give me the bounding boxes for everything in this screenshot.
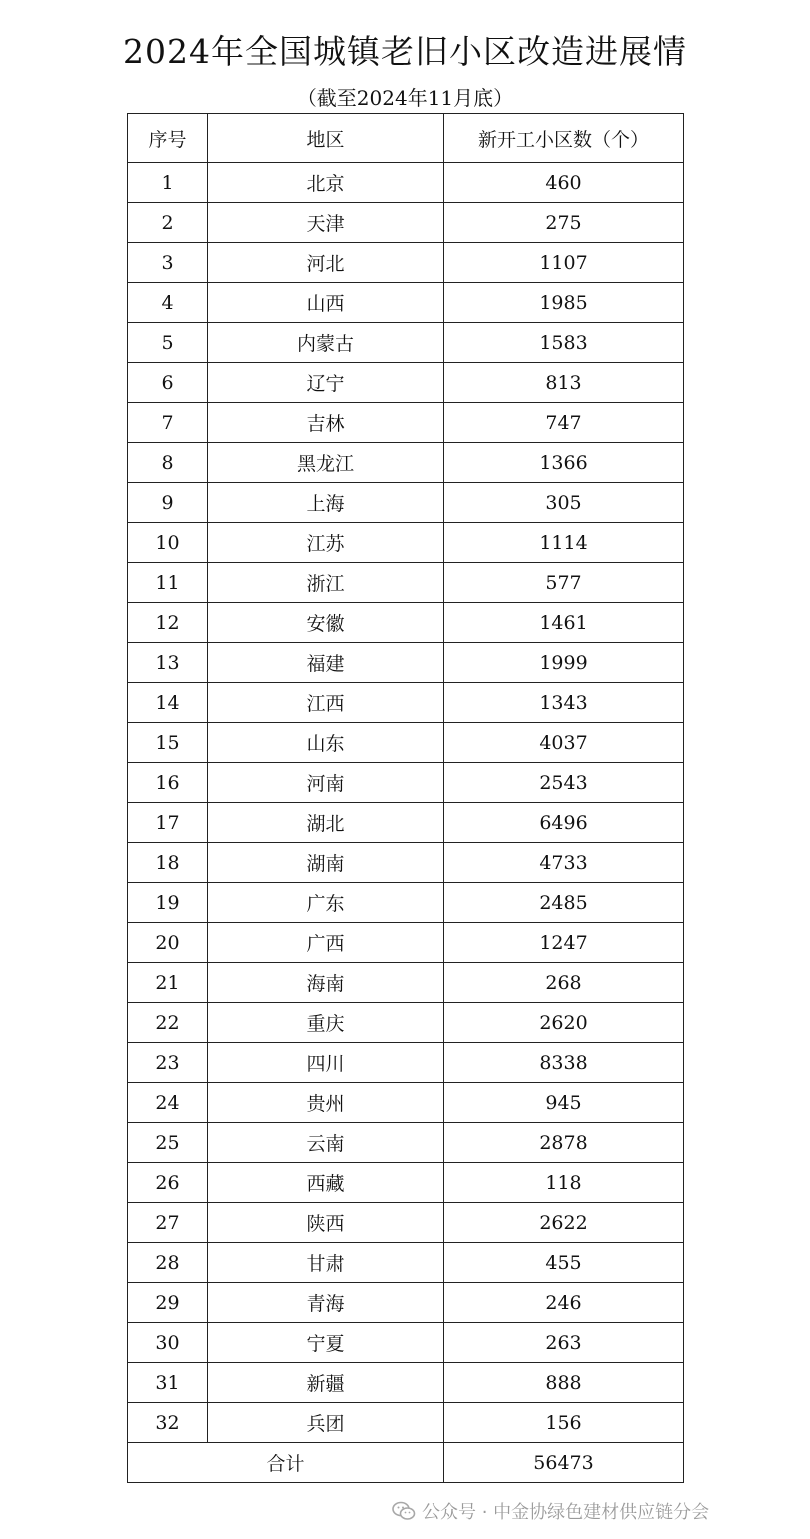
row-count: 2620 [444,1003,684,1043]
row-index: 18 [128,843,208,883]
row-count: 246 [444,1283,684,1323]
row-count: 577 [444,563,684,603]
row-region: 山西 [208,283,444,323]
row-index: 4 [128,283,208,323]
table-row [128,963,684,1003]
wechat-icon [392,1501,416,1521]
total-row [128,1443,684,1483]
row-count: 1343 [444,683,684,723]
row-count: 268 [444,963,684,1003]
row-count: 1107 [444,243,684,283]
row-count: 305 [444,483,684,523]
table-row [128,563,684,603]
row-count: 945 [444,1083,684,1123]
row-region: 云南 [208,1123,444,1163]
table-row [128,1323,684,1363]
table-row [128,443,684,483]
table-row [128,1243,684,1283]
row-region: 四川 [208,1043,444,1083]
row-count: 1461 [444,603,684,643]
row-region: 黑龙江 [208,443,444,483]
row-index: 28 [128,1243,208,1283]
table-row [128,1003,684,1043]
table-row [128,1283,684,1323]
row-region: 湖北 [208,803,444,843]
row-count: 747 [444,403,684,443]
row-index: 25 [128,1123,208,1163]
row-count: 455 [444,1243,684,1283]
row-count: 156 [444,1403,684,1443]
table-row [128,1163,684,1203]
row-index: 13 [128,643,208,683]
table-row [128,643,684,683]
row-index: 14 [128,683,208,723]
table-row [128,203,684,243]
row-region: 宁夏 [208,1323,444,1363]
row-index: 32 [128,1403,208,1443]
table-row [128,723,684,763]
header-count: 新开工小区数（个） [444,114,684,163]
row-count: 813 [444,363,684,403]
row-count: 1583 [444,323,684,363]
row-count: 118 [444,1163,684,1203]
row-count: 2485 [444,883,684,923]
row-region: 海南 [208,963,444,1003]
table-row [128,843,684,883]
table-row [128,243,684,283]
row-count: 888 [444,1363,684,1403]
table-row [128,683,684,723]
header-region: 地区 [208,114,444,163]
row-index: 7 [128,403,208,443]
row-region: 陕西 [208,1203,444,1243]
row-index: 9 [128,483,208,523]
row-index: 23 [128,1043,208,1083]
row-region: 重庆 [208,1003,444,1043]
row-region: 北京 [208,163,444,203]
row-region: 西藏 [208,1163,444,1203]
table-row [128,483,684,523]
row-count: 4733 [444,843,684,883]
row-index: 10 [128,523,208,563]
row-region: 辽宁 [208,363,444,403]
row-index: 16 [128,763,208,803]
row-count: 1985 [444,283,684,323]
row-index: 20 [128,923,208,963]
row-region: 江苏 [208,523,444,563]
row-region: 河南 [208,763,444,803]
row-count: 2622 [444,1203,684,1243]
row-region: 浙江 [208,563,444,603]
table-row [128,923,684,963]
total-value: 56473 [444,1443,684,1483]
page-subtitle: （截至2024年11月底） [296,86,514,110]
row-index: 1 [128,163,208,203]
row-count: 4037 [444,723,684,763]
row-region: 新疆 [208,1363,444,1403]
header-index: 序号 [128,114,208,163]
row-index: 2 [128,203,208,243]
table-row [128,763,684,803]
row-region: 兵团 [208,1403,444,1443]
row-count: 1247 [444,923,684,963]
table-row [128,1083,684,1123]
row-region: 甘肃 [208,1243,444,1283]
table-row [128,1123,684,1163]
row-index: 11 [128,563,208,603]
table-row [128,1203,684,1243]
row-count: 2543 [444,763,684,803]
row-index: 15 [128,723,208,763]
row-index: 12 [128,603,208,643]
row-region: 江西 [208,683,444,723]
row-index: 17 [128,803,208,843]
row-region: 吉林 [208,403,444,443]
watermark-text: 公众号 · 中金协绿色建材供应链分会 [422,1502,710,1523]
row-index: 30 [128,1323,208,1363]
table-row [128,363,684,403]
row-region: 广西 [208,923,444,963]
row-region: 上海 [208,483,444,523]
row-count: 2878 [444,1123,684,1163]
table-row [128,883,684,923]
watermark [392,1496,709,1526]
row-region: 安徽 [208,603,444,643]
row-index: 31 [128,1363,208,1403]
total-label: 合计 [128,1443,444,1483]
row-region: 河北 [208,243,444,283]
row-region: 青海 [208,1283,444,1323]
row-region: 天津 [208,203,444,243]
table-row [128,1403,684,1443]
row-index: 29 [128,1283,208,1323]
row-index: 5 [128,323,208,363]
row-count: 460 [444,163,684,203]
table-header-row [128,114,684,163]
row-count: 6496 [444,803,684,843]
table-row [128,1363,684,1403]
table-row [128,283,684,323]
page-title: 2024年全国城镇老旧小区改造进展情 [123,32,687,71]
row-index: 3 [128,243,208,283]
row-index: 19 [128,883,208,923]
row-region: 福建 [208,643,444,683]
row-region: 山东 [208,723,444,763]
table-row [128,1043,684,1083]
row-region: 广东 [208,883,444,923]
row-count: 1366 [444,443,684,483]
table-row [128,163,684,203]
row-count: 1114 [444,523,684,563]
row-index: 27 [128,1203,208,1243]
row-region: 内蒙古 [208,323,444,363]
table-row [128,323,684,363]
row-count: 8338 [444,1043,684,1083]
row-count: 263 [444,1323,684,1363]
row-index: 6 [128,363,208,403]
row-region: 湖南 [208,843,444,883]
table-row [128,403,684,443]
row-count: 1999 [444,643,684,683]
row-count: 275 [444,203,684,243]
row-index: 21 [128,963,208,1003]
table-row [128,803,684,843]
row-index: 24 [128,1083,208,1123]
row-index: 8 [128,443,208,483]
table-body [128,163,684,1443]
table-row [128,523,684,563]
row-index: 22 [128,1003,208,1043]
row-region: 贵州 [208,1083,444,1123]
row-index: 26 [128,1163,208,1203]
progress-table [127,113,684,1483]
table-row [128,603,684,643]
